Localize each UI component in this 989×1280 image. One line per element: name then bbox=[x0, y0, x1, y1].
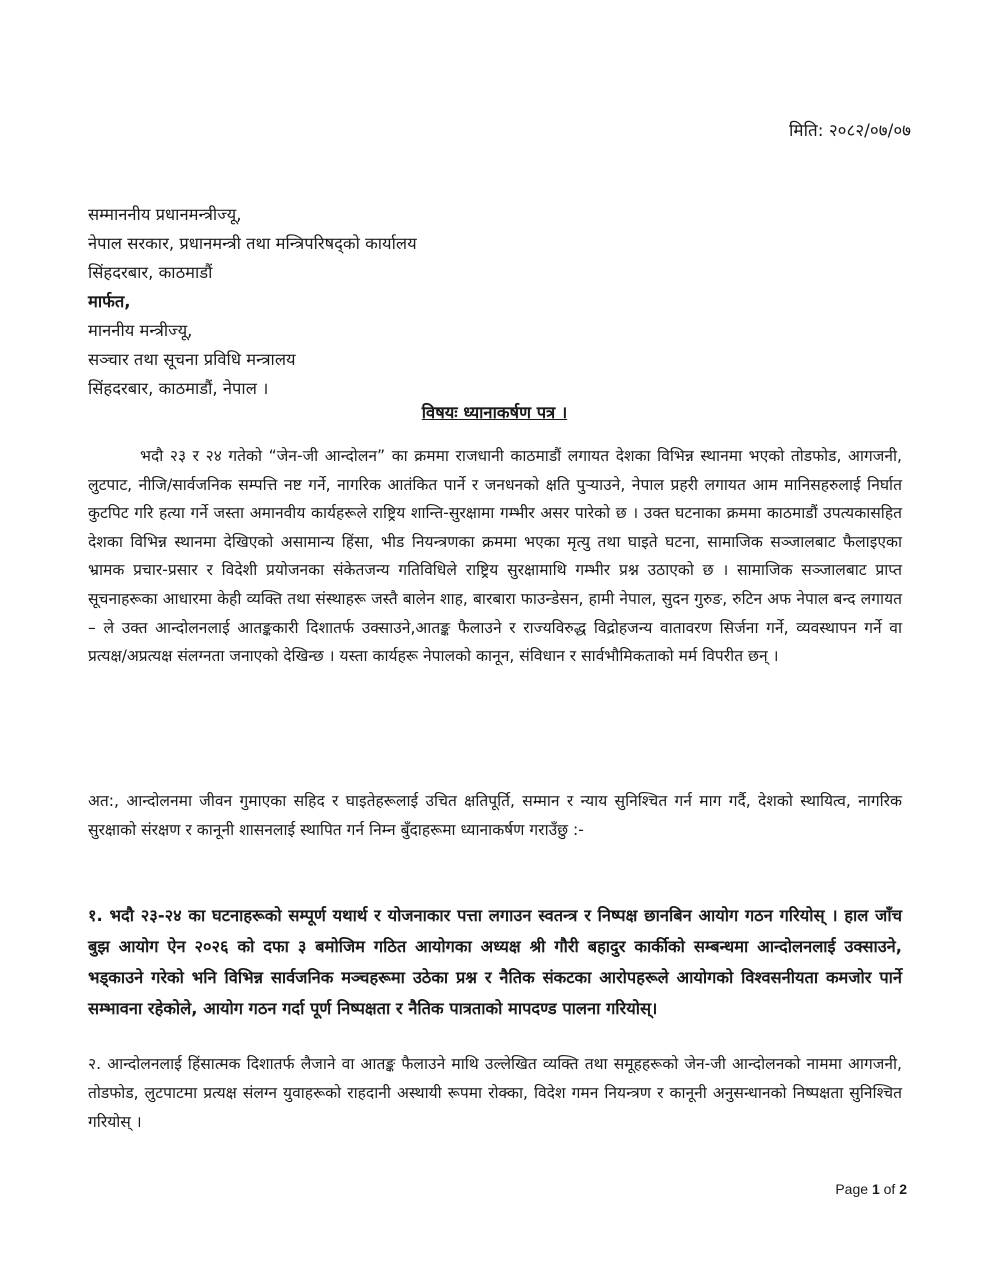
recipient-title: सम्माननीय प्रधानमन्त्रीज्यू, bbox=[88, 205, 242, 224]
current-page: 1 bbox=[871, 1181, 880, 1197]
address-block bbox=[88, 200, 417, 403]
of-word: of bbox=[879, 1181, 900, 1197]
request-paragraph: अत:, आन्दोलनमा जीवन गुमाएका सहिद र घाइतेहरूलाई उचित क्षतिपूर्ति, सम्मान र न्याय सुनिश्चित गर्न माग गर्दै, देशको स्थायित्व, नागरिक सुरक्षाको संरक्षण र कानूनी शासनलाई स्थापित गर्न निम्न बुँदाहरूमा ध्यानाकर्षण गराउँछु :- bbox=[88, 792, 902, 839]
recipient-office: नेपाल सरकार, प्रधानमन्त्री तथा मन्त्रिपरिषद्को कार्यालय bbox=[88, 234, 417, 253]
subject-text: विषयः ध्यानाकर्षण पत्र । bbox=[421, 403, 568, 422]
total-pages: 2 bbox=[899, 1181, 907, 1197]
page-word: Page bbox=[835, 1181, 872, 1197]
via-ministry: सञ्चार तथा सूचना प्रविधि मन्त्रालय bbox=[88, 350, 296, 369]
page-number bbox=[835, 1181, 907, 1197]
via-location: सिंहदरबार, काठमाडौं, नेपाल । bbox=[88, 379, 269, 398]
recipient-location: सिंहदरबार, काठमाडौं bbox=[88, 263, 213, 282]
via-label: मार्फत, bbox=[88, 292, 131, 311]
letter-date: मिति: २०८२/०७/०७ bbox=[789, 121, 911, 141]
point-1-paragraph: १. भदौ २३-२४ का घटनाहरूको सम्पूर्ण यथार्थ र योजनाकार पत्ता लगाउन स्वतन्त्र र निष्पक्ष छानबिन आयोग गठन गरियोस् । हाल जाँच बुझ आयोग ऐन २०२६ को दफा ३ बमोजिम गठित आयोगका अध्यक्ष श्री गौरी बहादुर कार्कीको सम्बन्धमा आन्दोलनलाई उक्साउने, भड्काउने गरेको भनि विभिन्न सार्वजनिक मञ्चहरूमा उठेका प्रश्न र नैतिक संकटका आरोपहरूले आयोगको विश्वसनीयता कमजोर पार्ने सम्भावना रहेकोले, आयोग गठन गर्दा पूर्ण निष्पक्षता र नैतिक पात्रताको मापदण्ड पालना गरियोस्। bbox=[88, 906, 902, 1018]
point-2-paragraph: २. आन्दोलनलाई हिंसात्मक दिशातर्फ लैजाने वा आतङ्क फैलाउने माथि उल्लेखित व्यक्ति तथा समूहहरूको जेन-जी आन्दोलनको नाममा आगजनी, तोडफोड, लुटपाटमा प्रत्यक्ष संलग्न युवाहरूको राहदानी अस्थायी रूपमा रोक्का, विदेश गमन नियन्त्रण र कानूनी अनुसन्धानको निष्पक्षता सुनिश्चित गरियोस् । bbox=[88, 1055, 902, 1131]
via-title: माननीय मन्त्रीज्यू, bbox=[88, 321, 193, 340]
intro-paragraph: भदौ २३ र २४ गतेको “जेन-जी आन्दोलन” का क्रममा राजधानी काठमाडौं लगायत देशका विभिन्न स्थानमा भएको तोडफोड, आगजनी, लुटपाट, नीजि/सार्वजनिक सम्पत्ति नष्ट गर्ने, नागरिक आतंकित पार्ने र जनधनको क्षति पुर्‍याउने, नेपाल प्रहरी लगायत आम मानिसहरुलाई निर्घात कुटपिट गरि हत्या गर्ने जस्ता अमानवीय कार्यहरूले राष्ट्रिय शान्ति-सुरक्षामा गम्भीर असर पारेको छ । उक्त घटनाका क्रममा काठमाडौं उपत्यकासहित देशका विभिन्न स्थानमा देखिएको असामान्य हिंसा, भीड नियन्त्रणका क्रममा भएका मृत्यु तथा घाइते घटना, सामाजिक सञ्जालबाट फैलाइएका भ्रामक प्रचार-प्रसार र विदेशी प्रयोजनका संकेतजन्य गतिविधिले राष्ट्रिय सुरक्षामाथि गम्भीर प्रश्न उठाएको छ । सामाजिक सञ्जालबाट प्राप्त सूचनाहरूका आधारमा केही व्यक्ति तथा संस्थाहरू जस्तै बालेन शाह, बारबारा फाउन्डेसन, हामी नेपाल, सुदन गुरुङ, रुटिन अफ नेपाल बन्द लगायत – ले उक्त आन्दोलनलाई आतङ्ककारी दिशातर्फ उक्साउने,आतङ्क फैलाउने र राज्यविरुद्ध विद्रोहजन्य वातावरण सिर्जना गर्ने, व्यवस्थापन गर्ने वा प्रत्यक्ष/अप्रत्यक्ष संलग्नता जनाएको देखिन्छ । यस्ता कार्यहरू नेपालको कानून, संविधान र सार्वभौमिकताको मर्म विपरीत छन् । bbox=[88, 447, 903, 666]
subject-line bbox=[0, 400, 989, 423]
